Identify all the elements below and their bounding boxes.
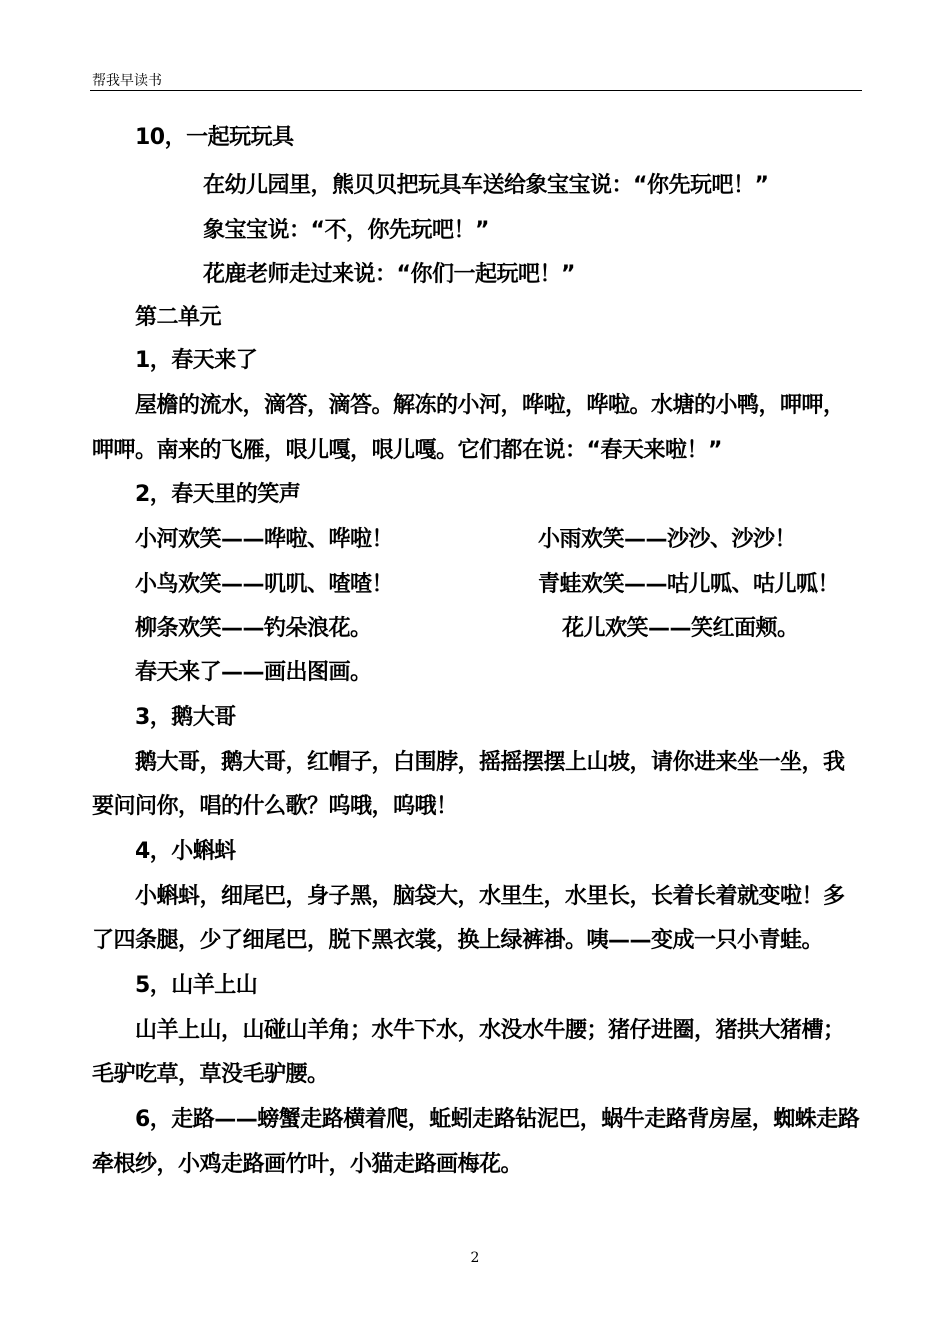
lesson-3-line-1: 鹅大哥，鹅大哥，红帽子，白围脖，摇摇摆摆上山坡，请你进来坐一坐，我: [135, 750, 845, 775]
lesson-2-willow: 柳条欢笑——钓朵浪花。: [135, 616, 372, 641]
lesson-5-line-1: 山羊上山，山碰山羊角；水牛下水，水没水牛腰；猪仔进圈，猪拱大猪槽；: [135, 1018, 845, 1043]
lesson-5-title: 5，山羊上山: [135, 973, 258, 998]
lesson-10-title: 10，一起玩玩具: [135, 125, 294, 150]
header-rule: [90, 90, 862, 91]
lesson-10-line-2: 象宝宝说：“不，你先玩吧！”: [203, 218, 489, 243]
lesson-3-title: 3，鹅大哥: [135, 705, 236, 730]
lesson-2-bird: 小鸟欢笑——叽叽、喳喳！: [135, 572, 394, 597]
lesson-4-line-1: 小蝌蚪，细尾巴，身子黑，脑袋大，水里生，水里长，长着长着就变啦！多: [135, 884, 845, 909]
lesson-2-rain: 小雨欢笑——沙沙、沙沙！: [538, 527, 797, 552]
lesson-2-flower: 花儿欢笑——笑红面颊。: [562, 616, 799, 641]
lesson-1-title: 1，春天来了: [135, 348, 258, 373]
lesson-1-line-2: 呷呷。南来的飞雁，哏儿嘎，哏儿嘎。它们都在说：“春天来啦！”: [92, 438, 722, 463]
lesson-10-line-1: 在幼儿园里，熊贝贝把玩具车送给象宝宝说：“你先玩吧！”: [203, 173, 769, 198]
lesson-2-frog: 青蛙欢笑——咕儿呱、咕儿呱！: [538, 572, 840, 597]
lesson-2-title: 2，春天里的笑声: [135, 482, 301, 507]
page-header-title: 帮我早读书: [92, 73, 162, 89]
lesson-5-line-2: 毛驴吃草，草没毛驴腰。: [92, 1062, 329, 1087]
lesson-3-line-2: 要问问你，唱的什么歌？呜哦，呜哦！: [92, 794, 458, 819]
lesson-4-title: 4，小蝌蚪: [135, 839, 236, 864]
lesson-6-line-2: 牵根纱，小鸡走路画竹叶，小猫走路画梅花。: [92, 1152, 523, 1177]
lesson-1-line-1: 屋檐的流水，滴答，滴答。解冻的小河，哗啦，哗啦。水塘的小鸭，呷呷，: [135, 393, 845, 418]
lesson-4-line-2: 了四条腿，少了细尾巴，脱下黑衣裳，换上绿裤褂。咦——变成一只小青蛙。: [92, 928, 824, 953]
lesson-6-line-1: 6，走路——螃蟹走路横着爬，蚯蚓走路钻泥巴，蜗牛走路背房屋，蜘蛛走路: [135, 1107, 860, 1132]
lesson-2-spring: 春天来了——画出图画。: [135, 660, 372, 685]
lesson-10-line-3: 花鹿老师走过来说：“你们一起玩吧！”: [203, 262, 575, 287]
lesson-2-river: 小河欢笑——哗啦、哗啦！: [135, 527, 394, 552]
unit-2-heading: 第二单元: [135, 305, 222, 330]
page-number: 2: [470, 1250, 480, 1266]
